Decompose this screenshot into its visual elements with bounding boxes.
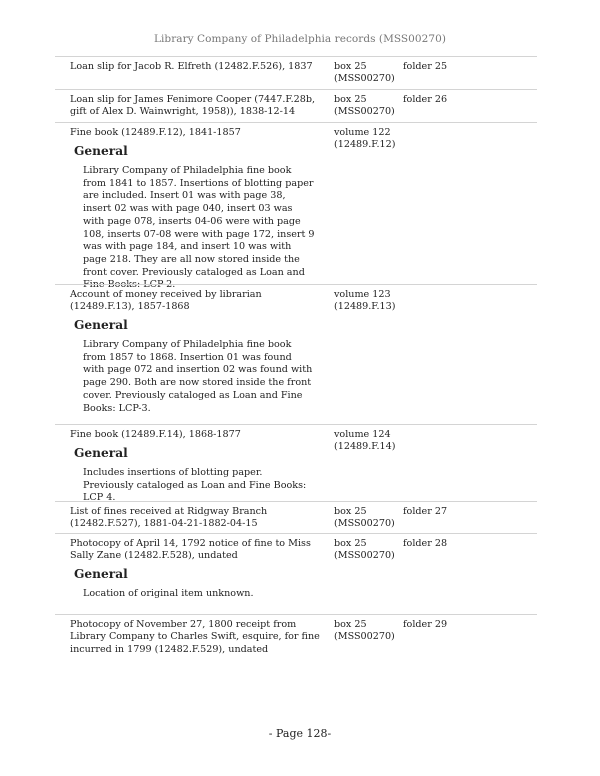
note-heading: General <box>74 144 128 158</box>
item-title: List of fines received at Ridgway Branch (12482.F.527), 1881-04-21-1882-04-15 <box>70 506 268 530</box>
item-container: box 25 (MSS00270) <box>334 619 395 643</box>
note-body: Library Company of Philadelphia fine book from 1857 to 1868. Insertion 01 was found with page 072 and insertion 02 was found with page 290. Both are now stored inside the front cover. Previously cataloged as Loan and Fine Books: LCP-3. <box>83 339 313 414</box>
item-title: Loan slip for James Fenimore Cooper (7447.F.28b, gift of Alex D. Wainwright, 1958)), 1838-12-14 <box>70 94 316 118</box>
note-body: Includes insertions of blotting paper. Previously cataloged as Loan and Fine Books: LCP 4. <box>83 467 307 504</box>
item-container: box 25 (MSS00270) <box>334 538 395 562</box>
table-row <box>55 284 537 424</box>
container-list-table <box>55 56 537 674</box>
note-heading: General <box>74 318 128 332</box>
note-heading: General <box>74 446 128 460</box>
table-row <box>55 614 537 674</box>
item-title: Account of money received by librarian (12489.F.13), 1857-1868 <box>70 289 262 313</box>
item-container: box 25 (MSS00270) <box>334 506 395 530</box>
note-body: Location of original item unknown. <box>83 588 254 599</box>
item-container: box 25 (MSS00270) <box>334 61 395 85</box>
table-row <box>55 533 537 614</box>
item-title: Photocopy of November 27, 1800 receipt from Library Company to Charles Swift, esquire, for fine incurred in 1799 (12482.F.529), undated <box>70 619 320 655</box>
item-container: volume 124 (12489.F.14) <box>334 429 396 453</box>
item-container: volume 122 (12489.F.12) <box>334 127 396 151</box>
item-title: Loan slip for Jacob R. Elfreth (12482.F.526), 1837 <box>70 61 313 72</box>
note-heading: General <box>74 567 128 581</box>
running-header: Library Company of Philadelphia records (MSS00270) <box>154 33 446 45</box>
table-row <box>55 424 537 504</box>
item-title: Fine book (12489.F.12), 1841-1857 <box>70 127 241 138</box>
table-row <box>55 89 537 122</box>
item-title: Photocopy of April 14, 1792 notice of fine to Miss Sally Zane (12482.F.528), undated <box>70 538 311 562</box>
item-folder: folder 26 <box>403 94 448 105</box>
item-title: Fine book (12489.F.14), 1868-1877 <box>70 429 241 440</box>
item-folder: folder 27 <box>403 506 448 517</box>
table-row <box>55 56 537 89</box>
table-row <box>55 122 537 291</box>
page-number: - Page 128- <box>268 727 332 740</box>
item-folder: folder 25 <box>403 61 448 72</box>
item-folder: folder 28 <box>403 538 448 549</box>
item-folder: folder 29 <box>403 619 448 630</box>
note-body: Library Company of Philadelphia fine book from 1841 to 1857. Insertions of blotting paper are included. Insert 01 was with page 38, insert 02 was with page 040, insert 03 was with page 078, inserts 04-06 were with page 108, inserts 07-08 were with page 172, insert 9 was with page 184, and insert 10 was with page 218. They are all now stored inside the front cover. Previously cataloged as Loan and Fine Books: LCP-2. <box>83 165 315 291</box>
item-container: volume 123 (12489.F.13) <box>334 289 396 313</box>
table-row <box>55 501 537 533</box>
item-container: box 25 (MSS00270) <box>334 94 395 118</box>
